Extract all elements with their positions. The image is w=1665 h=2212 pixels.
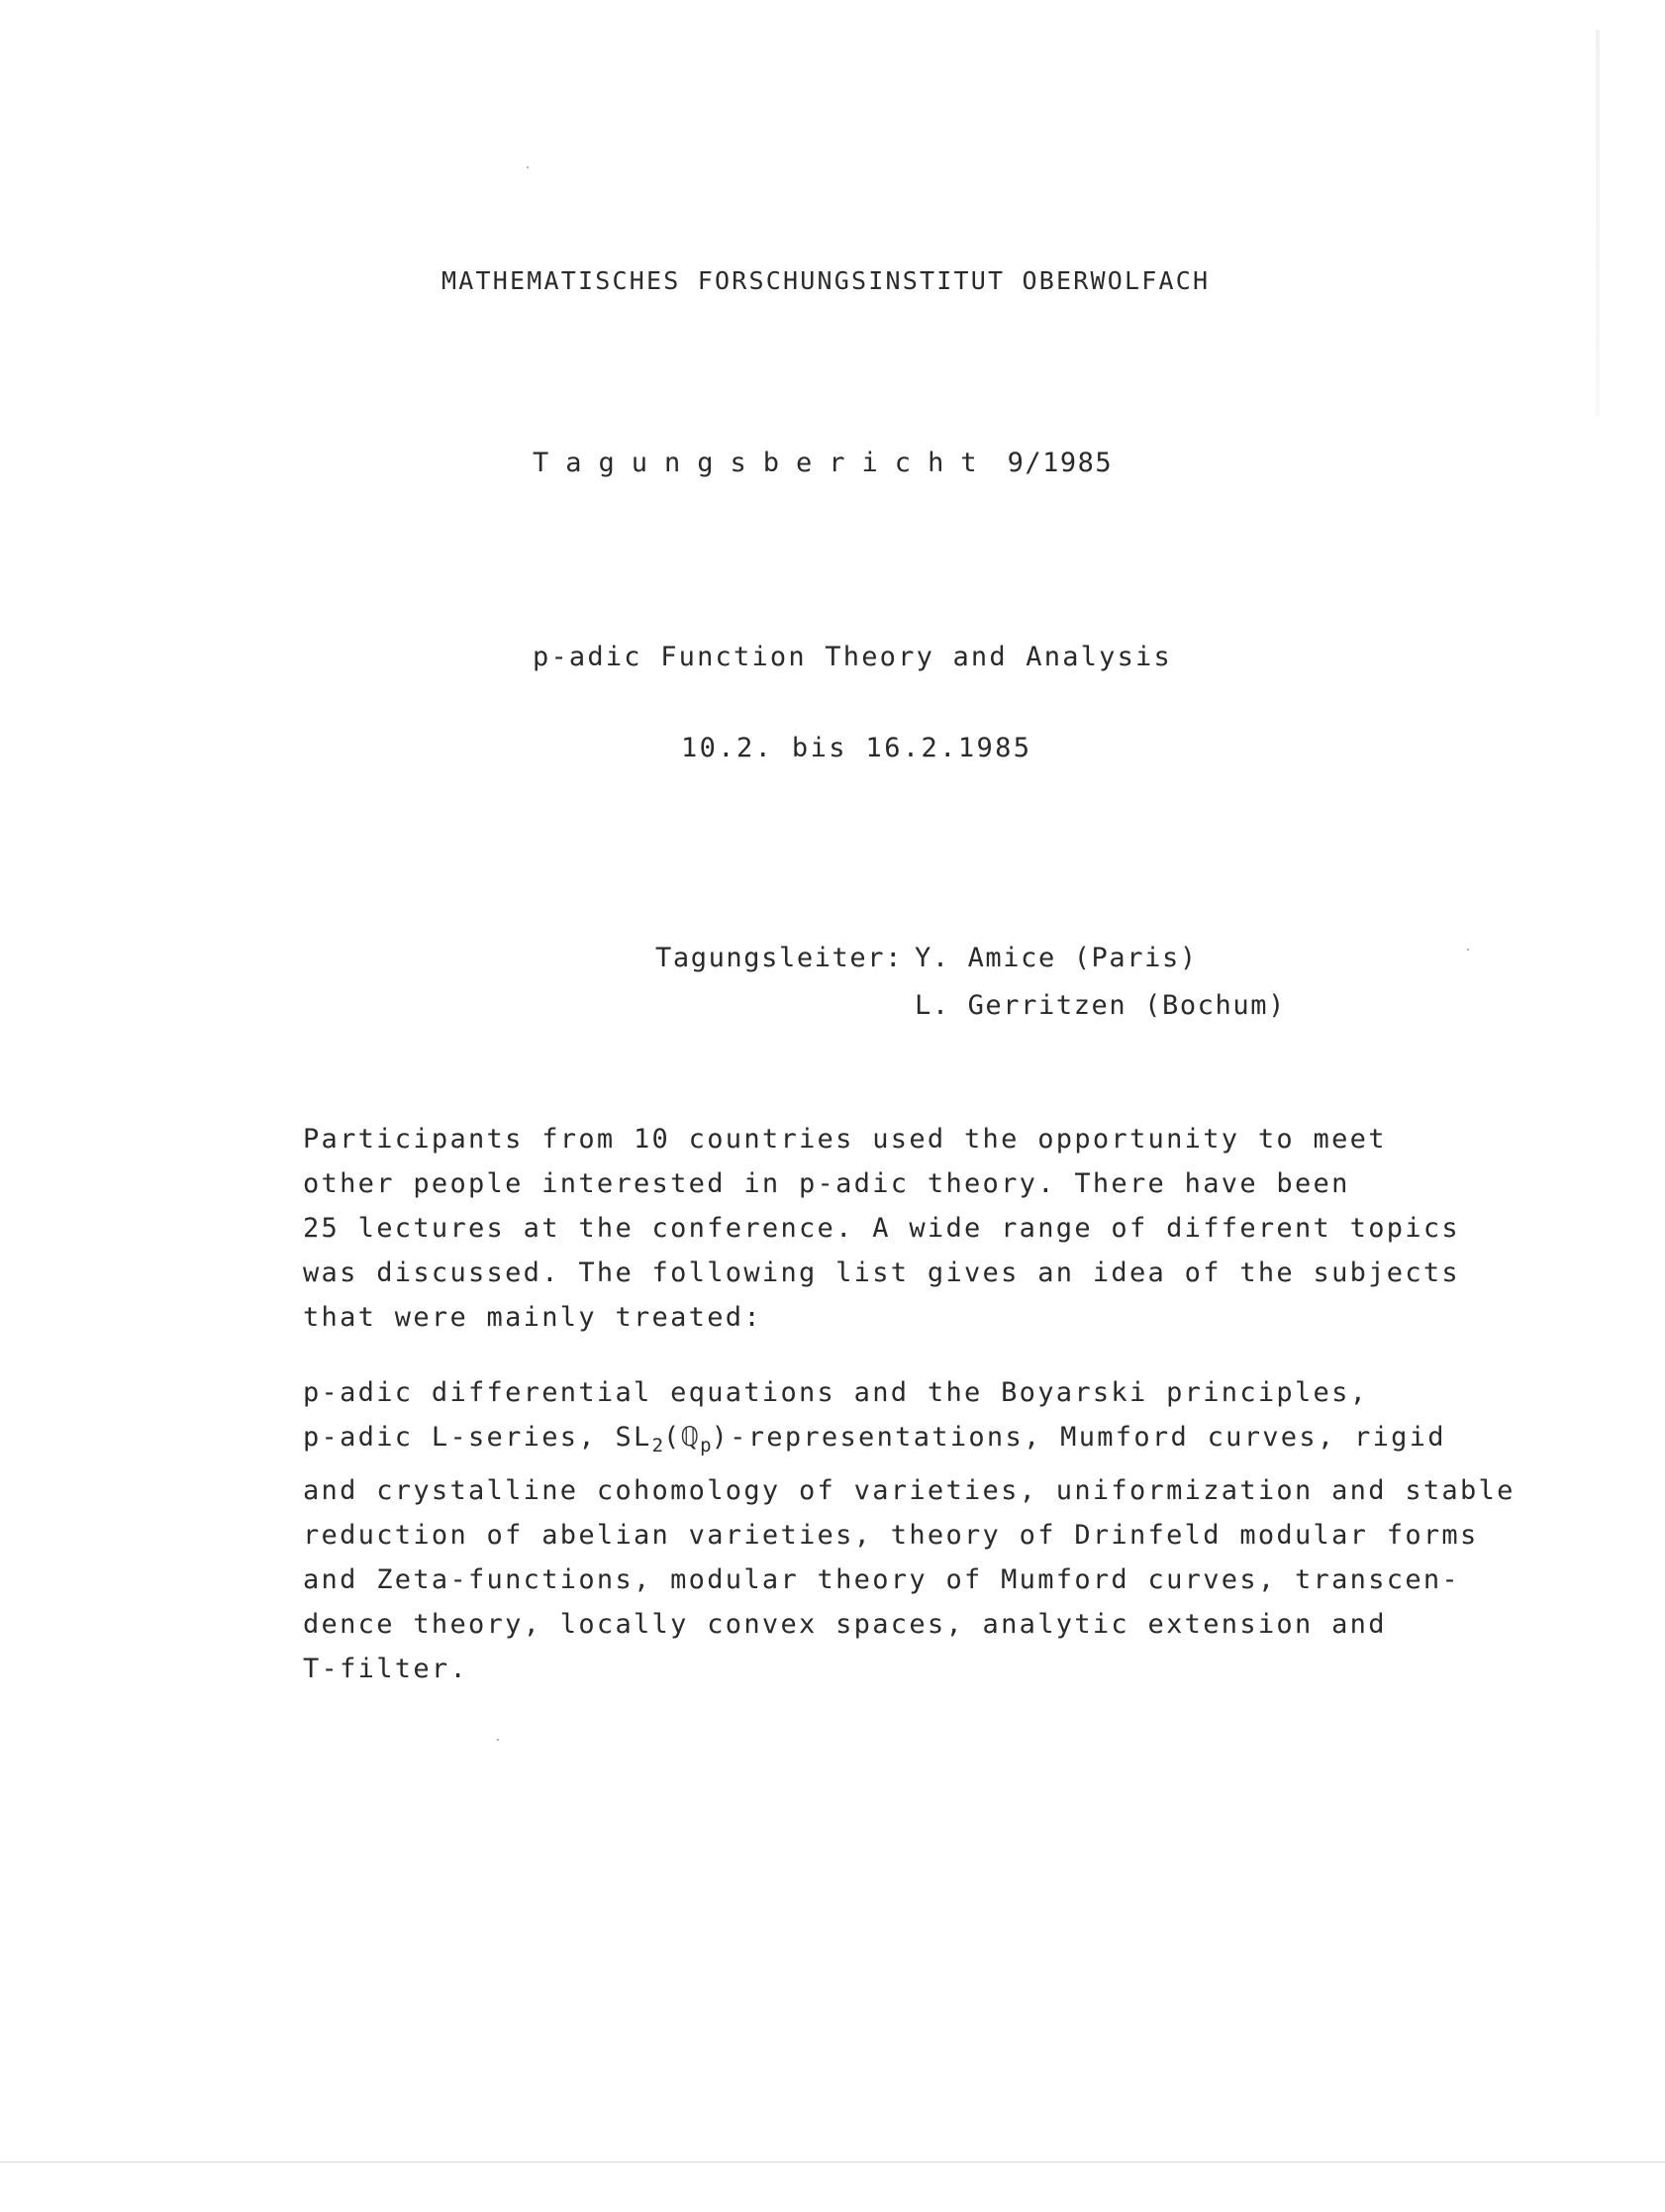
report-heading bbox=[533, 448, 1113, 479]
paragraph-line: dence theory, locally convex spaces, analytic extension and bbox=[303, 1609, 1387, 1640]
paragraph-line bbox=[303, 1415, 1516, 1468]
subscript: p bbox=[700, 1435, 712, 1457]
scan-edge-shadow bbox=[1596, 30, 1600, 416]
text-span: p-adic L-series, SL bbox=[303, 1422, 652, 1453]
paragraph-line: other people interested in p-adic theory. There have been bbox=[303, 1168, 1350, 1199]
scan-speck bbox=[527, 166, 529, 168]
paragraph-line: reduction of abelian varieties, theory of Drinfeld modular forms bbox=[303, 1520, 1479, 1551]
paragraph-line: T-filter. bbox=[303, 1654, 468, 1684]
conference-title: p-adic Function Theory and Analysis bbox=[533, 642, 1172, 672]
organizers-label: Tagungsleiter: bbox=[655, 943, 903, 973]
scan-speck bbox=[1467, 949, 1469, 951]
report-word: Tagungsbericht bbox=[533, 448, 994, 478]
paragraph-line: p-adic differential equations and the Boyarski principles, bbox=[303, 1377, 1369, 1408]
paragraph-line: and crystalline cohomology of varieties, uniformization and stable bbox=[303, 1475, 1516, 1506]
conference-dates: 10.2. bis 16.2.1985 bbox=[681, 733, 1032, 763]
subscript: 2 bbox=[651, 1435, 664, 1457]
intro-paragraph bbox=[303, 1117, 1460, 1340]
paragraph-line: Participants from 10 countries used the opportunity to meet bbox=[303, 1124, 1387, 1155]
paragraph-line: 25 lectures at the conference. A wide range of different topics bbox=[303, 1213, 1460, 1244]
organizer-amice: Y. Amice (Paris) bbox=[915, 943, 1198, 973]
topics-paragraph bbox=[303, 1370, 1516, 1691]
text-span: (ℚ bbox=[663, 1422, 701, 1453]
paragraph-line: that were mainly treated: bbox=[303, 1302, 762, 1333]
scan-speck bbox=[497, 1739, 499, 1741]
report-number: 9/1985 bbox=[1007, 448, 1114, 478]
organizer-gerritzen: L. Gerritzen (Bochum) bbox=[915, 990, 1286, 1021]
paragraph-line: and Zeta-functions, modular theory of Mumford curves, transcen- bbox=[303, 1564, 1460, 1595]
text-span: )-representations, Mumford curves, rigid bbox=[711, 1422, 1446, 1453]
paragraph-line: was discussed. The following list gives an idea of the subjects bbox=[303, 1257, 1460, 1288]
institute-heading: MATHEMATISCHES FORSCHUNGSINSTITUT OBERWOLFACH bbox=[441, 266, 1211, 295]
